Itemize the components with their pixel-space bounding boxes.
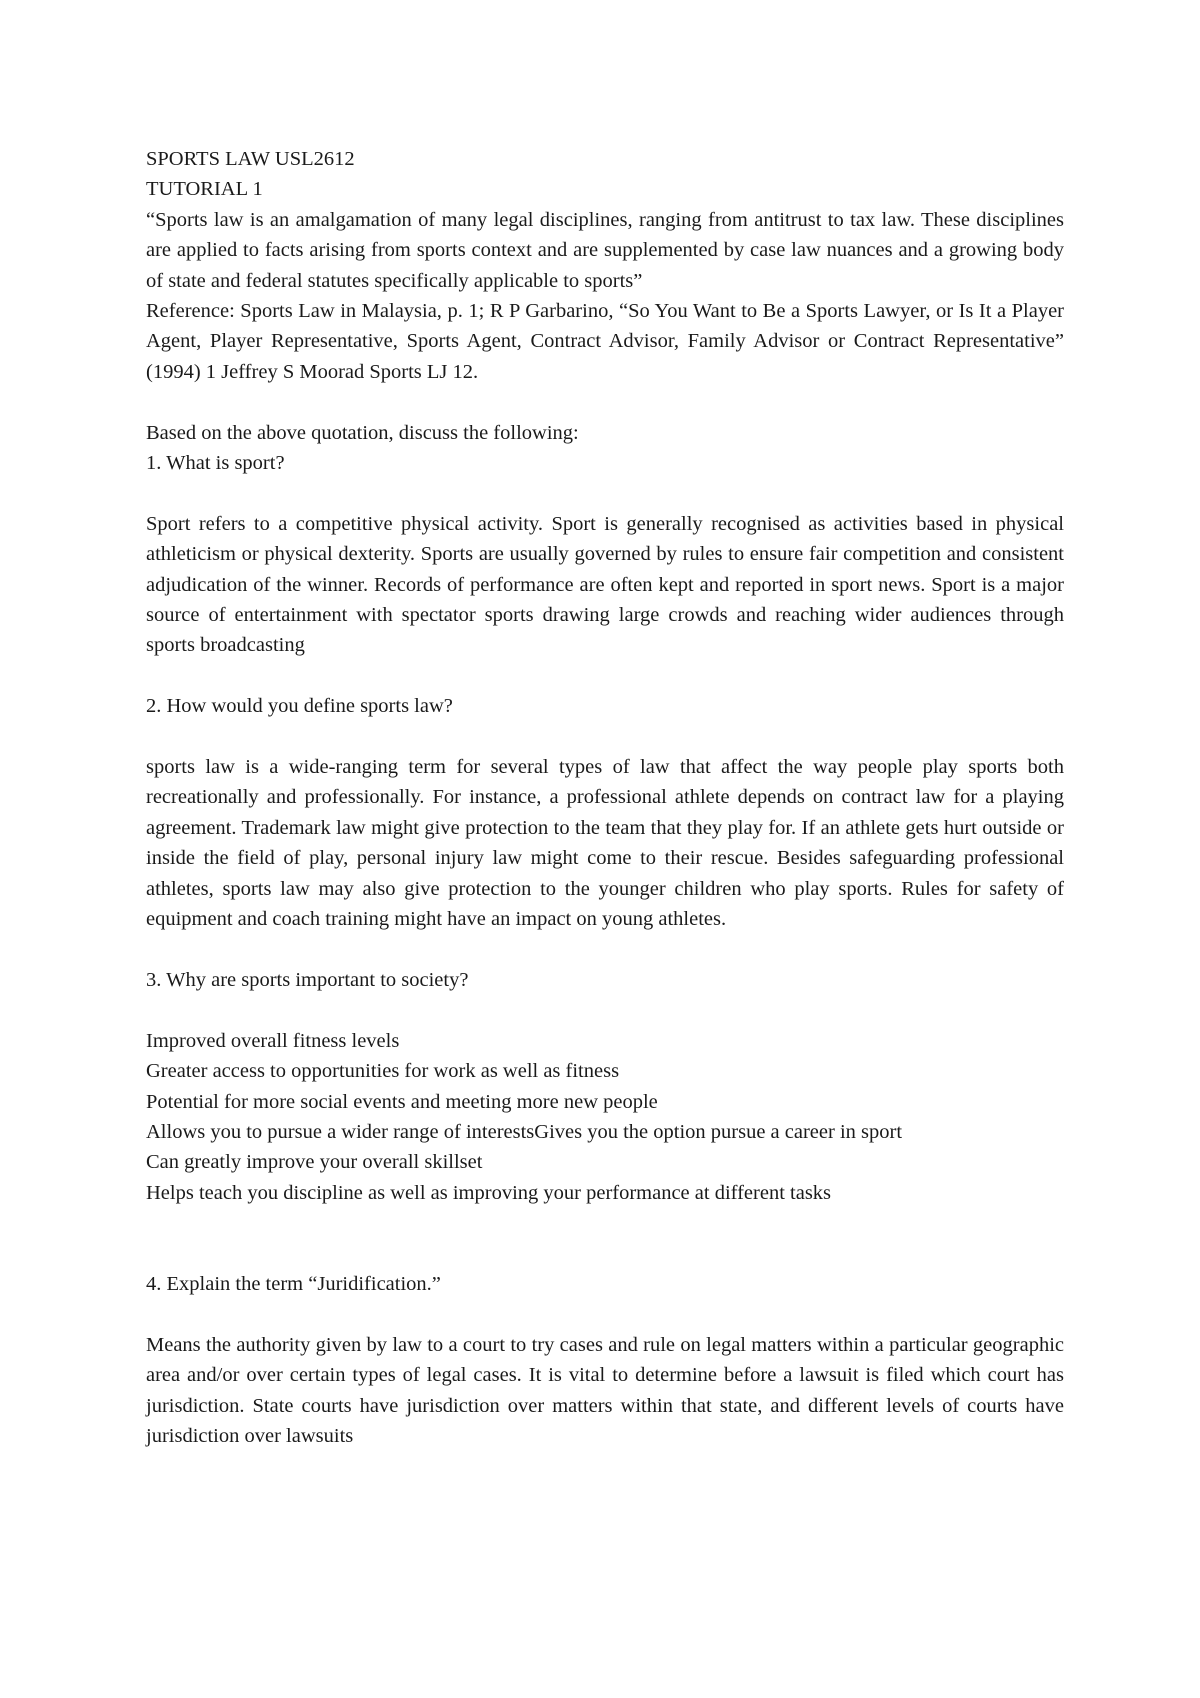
answer-2: sports law is a wide-ranging term for several types of law that affect the way people play sports both recreationally and professionally. For instance, a professional athlete depends on contract law for a playing agreement. Trademark law might give protection to the team that they play for. If an athlete gets hurt outside or inside the field of play, personal injury law might come to their rescue. Besides safeguarding professional athletes, sports law may also give protection to the younger children who play sports. Rules for safety of equipment and coach training might have an impact on young athletes.: [146, 756, 1064, 931]
list-item: Improved overall fitness levels: [146, 1029, 400, 1052]
question-3: 3. Why are sports important to society?: [146, 968, 469, 991]
tutorial-title: TUTORIAL 1: [146, 178, 263, 201]
spacer: [146, 1208, 1064, 1269]
list-item: Greater access to opportunities for work as well as fitness: [146, 1060, 620, 1083]
course-title: SPORTS LAW USL2612: [146, 148, 355, 170]
spacer: [146, 995, 1064, 1025]
question-4: 4. Explain the term “Juridification.”: [146, 1272, 441, 1295]
spacer: [146, 935, 1064, 965]
list-item: Helps teach you discipline as well as improving your performance at different tasks: [146, 1181, 832, 1204]
quotation-reference: Reference: Sports Law in Malaysia, p. 1; R P Garbarino, “So You Want to Be a Sports Lawyer, or Is It a Player Agent, Player Representative, Sports Agent, Contract Advisor, Family Advisor or Contract Representative” (1994) 1 Jeffrey S Moorad Sports LJ 12.: [146, 300, 1064, 383]
list-item: Potential for more social events and meeting more new people: [146, 1090, 658, 1113]
document-page: [146, 144, 1064, 1451]
answer-1: Sport refers to a competitive physical activity. Sport is generally recognised as activities based in physical athleticism or physical dexterity. Sports are usually governed by rules to ensure fair competition and consistent adjudication of the winner. Records of performance are often kept and reported in sport news. Sport is a major source of entertainment with spectator sports drawing large crowds and reaching wider audiences through sports broadcasting: [146, 512, 1064, 657]
question-2: 2. How would you define sports law?: [146, 695, 453, 718]
spacer: [146, 387, 1064, 417]
answer-4: Means the authority given by law to a court to try cases and rule on legal matters within a particular geographic area and/or over certain types of legal cases. It is vital to determine before a lawsuit is filed which court has jurisdiction. State courts have jurisdiction over matters within that state, and different levels of courts have jurisdiction over lawsuits: [146, 1333, 1064, 1447]
quotation-text: “Sports law is an amalgamation of many legal disciplines, ranging from antitrust to tax law. These disciplines are applied to facts arising from sports context and are supplemented by case law nuances and a growing body of state and federal statutes specifically applicable to sports”: [146, 208, 1064, 292]
spacer: [146, 1299, 1064, 1329]
instruction-text: Based on the above quotation, discuss the following:: [146, 421, 579, 444]
list-item: Can greatly improve your overall skillset: [146, 1151, 483, 1174]
spacer: [146, 661, 1064, 691]
spacer: [146, 722, 1064, 752]
spacer: [146, 478, 1064, 508]
answer-3-list: [146, 1026, 1064, 1208]
question-1: 1. What is sport?: [146, 452, 285, 475]
list-item: Allows you to pursue a wider range of interestsGives you the option pursue a career in sport: [146, 1120, 903, 1143]
